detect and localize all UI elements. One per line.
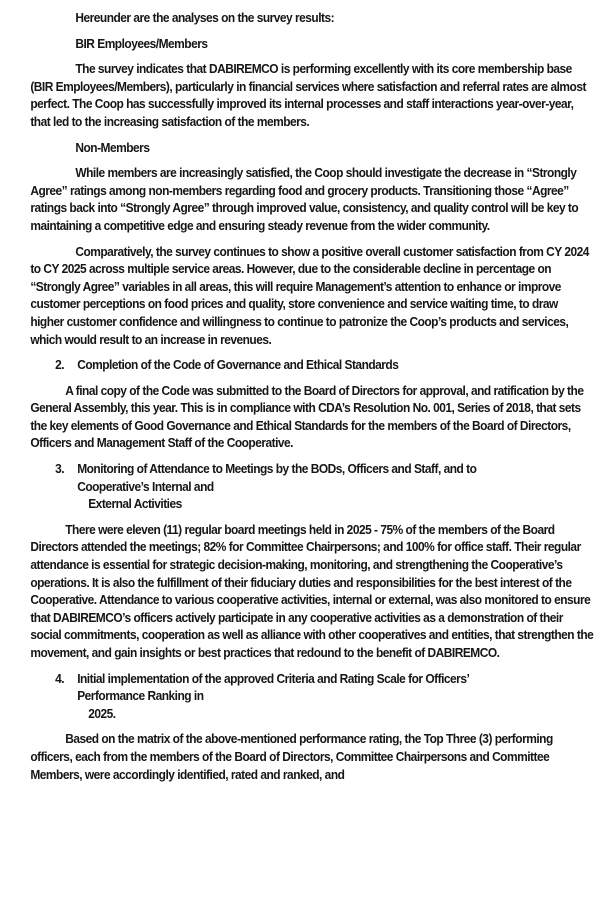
paragraph-non-members: While members are increasingly satisfied, the Coop should investigate the decrease in “Strongly Agree” ratings among non-members regarding food and grocery products. Transitioning those “Agree” ratings back into “Strongly Agree” through improved value, consistency, and quality control will be key to maintaining a competitive edge and ensuring steady revenue from the wider community. bbox=[30, 165, 579, 233]
subheading-non-members: Non-Members bbox=[75, 139, 150, 155]
numbered-item-3 bbox=[30, 460, 593, 513]
intro-line: Hereunder are the analyses on the survey results: bbox=[75, 10, 335, 25]
item-4-title-line-2: Performance Ranking in bbox=[77, 688, 204, 704]
item-4-title-line-3: 2025. bbox=[88, 705, 116, 721]
subheading-bir-members: BIR Employees/Members bbox=[75, 35, 208, 51]
item-4-number: 4. bbox=[55, 670, 65, 686]
item-3-title-line-3: External Activities bbox=[88, 496, 182, 512]
item-4-title-line-1: Initial implementation of the approved Criteria and Rating Scale for Officers’ bbox=[77, 670, 470, 686]
paragraph-board-meetings: There were eleven (11) regular board meetings held in 2025 - 75% of the members of the Board Directors attended the meetings; 82% for Committee Chairpersons; and 100% for office staff. Their regular attendance is essential for strategic decision-making, monitoring, and strengthening the Cooperative’s operations. It is also the fulfillment of their fiduciary duties and responsibilities for the best interest of the Cooperative. Attendance to various cooperative activities, internal or external, was also monitored to ensure that DABIREMCO’s officers actively participate in any cooperative activities as a demonstration of their social commitments, cooperation as well as alliance with other cooperatives and entities, that strengthen the movement, and gain insights or best practices that redound to the benefit of DABIREMCO. bbox=[30, 521, 594, 660]
paragraph-performance-ranking: Based on the matrix of the above-mentioned performance rating, the Top Three (3) performing officers, each from the members of the Board of Directors, Committee Chairpersons and Committee Members, were accordingly identified, rated and ranked, and bbox=[30, 731, 553, 782]
item-3-title-line-1: Monitoring of Attendance to Meetings by the BODs, Officers and Staff, and to bbox=[77, 461, 477, 477]
paragraph-comparative-summary: Comparatively, the survey continues to show a positive overall customer satisfaction from CY 2024 to CY 2025 across multiple service areas. However, due to the considerable decline in percentage on “Strongly Agree” variables in all areas, this will require Management’s attention to enhance or improve customer perceptions on food prices and quality, store convenience and service waiting time, to draw higher customer confidence and willingness to continue to patronize the Coop’s products and services, which would result to an increase in revenues. bbox=[30, 243, 589, 347]
numbered-item-2 bbox=[30, 356, 593, 374]
paragraph-code-of-governance: A final copy of the Code was submitted to the Board of Directors for approval, and ratification by the General Assembly, this year. This is in compliance with CDA’s Resolution No. 001, Series of 2018, that sets the key elements of Good Governance and Ethical Standards for the members of the Board of Directors, Officers and Management Staff of the Cooperative. bbox=[30, 382, 584, 451]
item-3-number: 3. bbox=[55, 461, 65, 477]
item-2-number: 2. bbox=[55, 357, 65, 373]
paragraph-bir-survey: The survey indicates that DABIREMCO is performing excellently with its core membership base (BIR Employees/Members), particularly in financial services where satisfaction and referral rates are almost perfect. The Coop has successfully improved its internal processes and staff interactions year-over-year, that led to the increasing satisfaction of the members. bbox=[30, 61, 586, 129]
numbered-item-4 bbox=[30, 670, 593, 723]
item-3-title-line-2: Cooperative’s Internal and bbox=[77, 478, 214, 494]
item-2-title: Completion of the Code of Governance and Ethical Standards bbox=[77, 357, 399, 373]
